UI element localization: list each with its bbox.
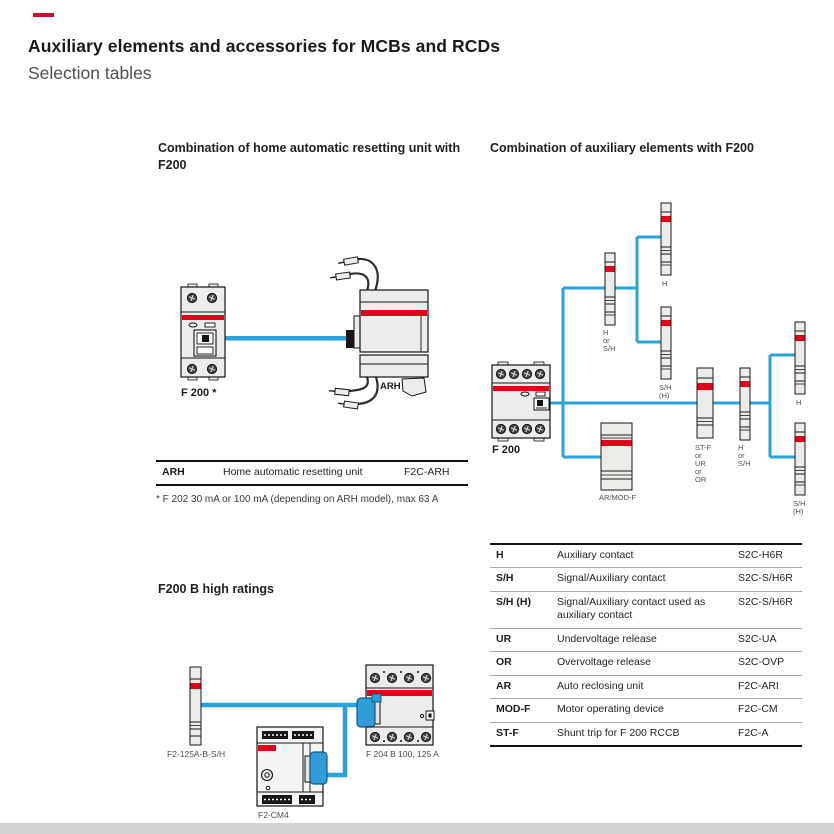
table-cell-type: F2C-A [738,726,769,739]
f204-b-label: F 204 B 100, 125 A [366,749,439,759]
label-sh-h-1: S/H [659,383,672,392]
table-cell-code: S/H (H) [496,595,531,608]
wire-tree [550,237,795,457]
table-row [490,628,802,651]
arh-device [329,257,428,409]
table-row [490,591,802,628]
table-row [156,462,468,484]
f204-b-device [357,665,434,745]
section-heading-high-ratings: F200 B high ratings [158,582,274,596]
label-h-or-sh-1: S/H [603,344,616,353]
blue-connector [310,752,327,784]
label-stf: ST-F [695,443,712,452]
f2-125-module [190,667,201,745]
section-heading-arh-combination: Combination of home automatic resetting unit with F200 [158,141,461,172]
table-cell-description: Auxiliary contact [557,549,634,561]
wire-top-2 [350,273,368,291]
module-h-1 [661,203,671,275]
label-stf: or [695,467,702,476]
label-sh-h-1: (H) [659,391,670,400]
module-sh-h-1 [661,307,671,379]
table-row [490,651,802,674]
section-heading-aux-combination: Combination of auxiliary elements with F200 [490,141,754,155]
module-ar-modf [601,423,632,490]
table-cell-code: MOD-F [496,703,531,716]
table-cell-code: S/H [496,572,514,585]
table-cell-code: H [496,549,504,561]
table-cell-description: Home automatic resetting unit [223,466,363,478]
f2-125-label: F2-125A-B-S/H [167,749,226,759]
label-sh-h-2: (H) [793,507,804,516]
high-ratings-diagram [150,650,470,825]
table-row [490,722,802,745]
f200-2pole-device [181,284,225,380]
table-cell-code: ST-F [496,726,519,739]
label-h-or-sh-1: H [603,328,609,337]
arh-footnote: * F 202 30 mA or 100 mA (depending on ARH model), max 63 A [156,494,439,505]
table-row [490,545,802,567]
arh-selection-table [156,460,468,486]
table-cell-code: ARH [162,466,185,478]
aux-selection-table [490,543,802,747]
table-cell-description: Shunt trip for F 200 RCCB [557,726,680,739]
wire [225,336,348,341]
module-h-2 [795,322,805,394]
module-sh-h-2 [795,423,805,495]
module-stf-ur-or [697,368,713,438]
label-h-1: H [662,279,668,288]
table-cell-description: Signal/Auxiliary contact [557,572,666,585]
table-cell-description: Auto reclosing unit [557,679,644,692]
arh-combination-diagram [150,230,470,430]
f2-cm4-label: F2-CM4 [258,810,289,820]
f2-cm4-device [257,727,327,806]
module-h-or-sh-2 [740,368,750,440]
arh-device-label: ARH [380,381,401,392]
label-ar-modf: AR/MOD-F [599,493,637,502]
label-sh-h-2: S/H [793,499,806,508]
label-stf: UR [695,459,706,468]
table-row [490,567,802,590]
table-cell-description: Overvoltage release [557,656,651,669]
label-stf: OR [695,475,707,484]
table-row [490,698,802,721]
table-row [490,675,802,698]
label-h-or-sh-2: H [738,443,744,452]
table-cell-code: AR [496,679,512,692]
label-h-or-sh-2: or [738,451,745,460]
accent-dash [33,13,54,17]
page-edge-bar [0,823,834,834]
aux-combination-diagram [485,195,834,525]
table-cell-code: UR [496,632,512,645]
table-cell-type: S2C-S/H6R [738,595,793,608]
table-cell-code: OR [496,656,512,669]
table-cell-type: S2C-UA [738,632,777,645]
label-h-or-sh-2: S/H [738,459,751,468]
table-cell-description: Signal/Auxiliary contact used as auxiliary contact [557,595,706,622]
table-cell-type: F2C-CM [738,703,778,716]
table-cell-type: S2C-OVP [738,656,785,669]
table-cell-type: S2C-H6R [738,549,783,561]
wire-bottom-1 [349,377,368,391]
page-title: Auxiliary elements and accessories for MCBs and RCDs [28,36,501,56]
arh-flap [402,378,426,396]
page-subtitle: Selection tables [28,63,152,83]
table-cell-description: Undervoltage release [557,632,657,645]
f200-4pole-label: F 200 [492,444,521,456]
f200-2pole-label: F 200 * [181,387,217,399]
label-h-or-sh-1: or [603,336,610,345]
table-cell-type: F2C-ARH [404,466,450,478]
table-cell-description: Motor operating device [557,703,664,716]
f200-4pole-device [492,362,550,441]
table-cell-type: S2C-S/H6R [738,572,793,585]
module-h-or-sh-1 [605,253,615,325]
table-cell-type: F2C-ARI [738,679,779,692]
label-h-2: H [796,398,802,407]
label-stf: or [695,451,702,460]
